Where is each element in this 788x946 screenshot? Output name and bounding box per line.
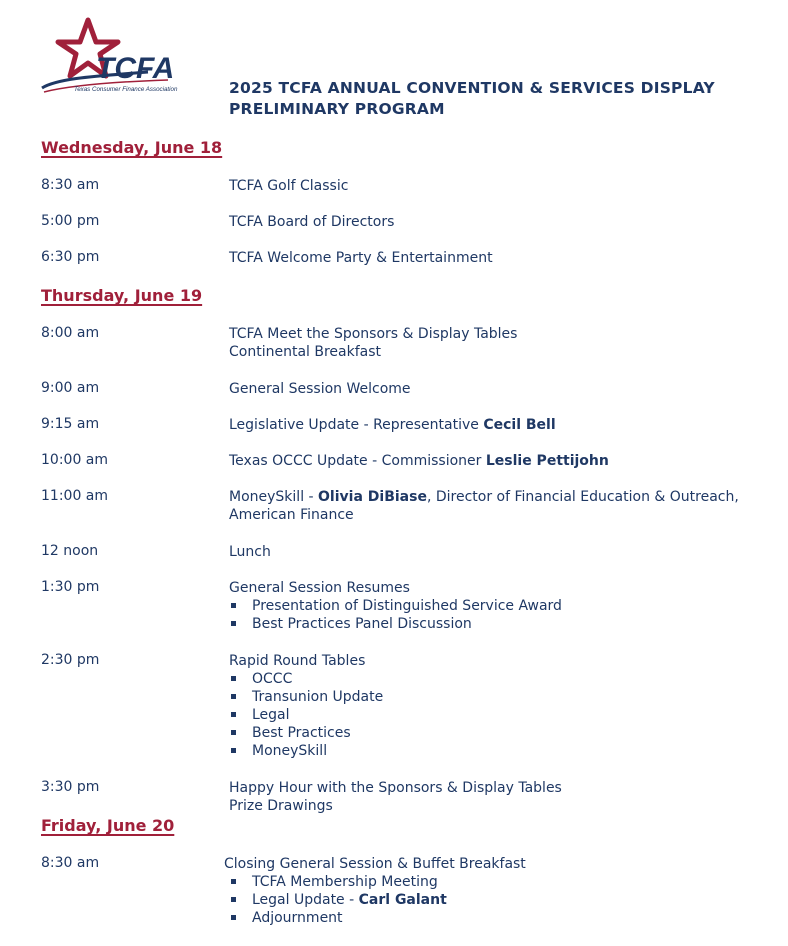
- event-time: 8:30 am: [41, 177, 100, 193]
- event-time: 11:00 am: [41, 488, 109, 504]
- list-item: Legal Update - Carl Galant: [229, 891, 526, 909]
- event-time: 9:00 am: [41, 380, 100, 396]
- event-time: 5:00 pm: [41, 213, 100, 229]
- day-heading-thursday: Thursday, June 19: [41, 286, 203, 305]
- event-text: General Session Resumes Presentation of Distinguished Service Award Best Practices Panel Discussion: [229, 580, 562, 632]
- day-heading-friday: Friday, June 20: [41, 816, 175, 835]
- list-item: Presentation of Distinguished Service Award: [229, 597, 562, 615]
- event-text: TCFA Welcome Party & Entertainment: [229, 250, 493, 266]
- event-text: Texas OCCC Update - Commissioner Leslie Pettijohn: [229, 453, 609, 469]
- event-text: Rapid Round Tables OCCC Transunion Update Legal Best Practices MoneySkill: [229, 653, 384, 759]
- event-time: 12 noon: [41, 543, 99, 559]
- list-item: Adjournment: [229, 909, 526, 927]
- event-text: Closing General Session & Buffet Breakfast TCFA Membership Meeting Legal Update - Carl Galant Adjournment: [224, 856, 526, 926]
- event-text: TCFA Golf Classic: [229, 178, 349, 194]
- event-time: 9:15 am: [41, 416, 100, 432]
- page-title: 2025 TCFA ANNUAL CONVENTION & SERVICES DISPLAY PRELIMINARY PROGRAM: [229, 79, 715, 118]
- list-item: Legal: [229, 706, 383, 724]
- event-text: TCFA Board of Directors: [229, 214, 395, 230]
- event-text: General Session Welcome: [229, 381, 411, 397]
- event-time: 6:30 pm: [41, 249, 100, 265]
- list-item: OCCC: [229, 670, 383, 688]
- event-time: 8:00 am: [41, 325, 100, 341]
- event-text: MoneySkill - Olivia DiBiase, Director of Financial Education & Outreach, American Finance: [229, 489, 739, 523]
- speaker-name: Leslie Pettijohn: [485, 453, 609, 469]
- event-time: 3:30 pm: [41, 779, 100, 795]
- list-item: Best Practices Panel Discussion: [229, 615, 562, 633]
- event-time: 1:30 pm: [41, 579, 100, 595]
- list-item: Best Practices: [229, 724, 383, 742]
- list-item: MoneySkill: [229, 742, 383, 760]
- logo-text: TCFA: [96, 52, 175, 85]
- list-item: Transunion Update: [229, 688, 383, 706]
- speaker-name: Cecil Bell: [483, 417, 556, 433]
- event-time: 8:30 am: [41, 855, 100, 871]
- event-time: 10:00 am: [41, 452, 109, 468]
- event-time: 2:30 pm: [41, 652, 100, 668]
- speaker-name: Carl Galant: [358, 892, 447, 908]
- event-text: Legislative Update - Representative Cecil Bell: [229, 417, 556, 433]
- event-text: Lunch: [229, 544, 271, 560]
- logo-tagline: Texas Consumer Finance Association: [74, 86, 178, 93]
- speaker-name: Olivia DiBiase: [318, 489, 427, 505]
- event-text: Happy Hour with the Sponsors & Display Tables Prize Drawings: [229, 780, 562, 814]
- tcfa-logo: [38, 16, 188, 96]
- list-item: TCFA Membership Meeting: [229, 873, 526, 891]
- day-heading-wednesday: Wednesday, June 18: [41, 138, 223, 157]
- event-text: TCFA Meet the Sponsors & Display Tables Continental Breakfast: [229, 326, 518, 360]
